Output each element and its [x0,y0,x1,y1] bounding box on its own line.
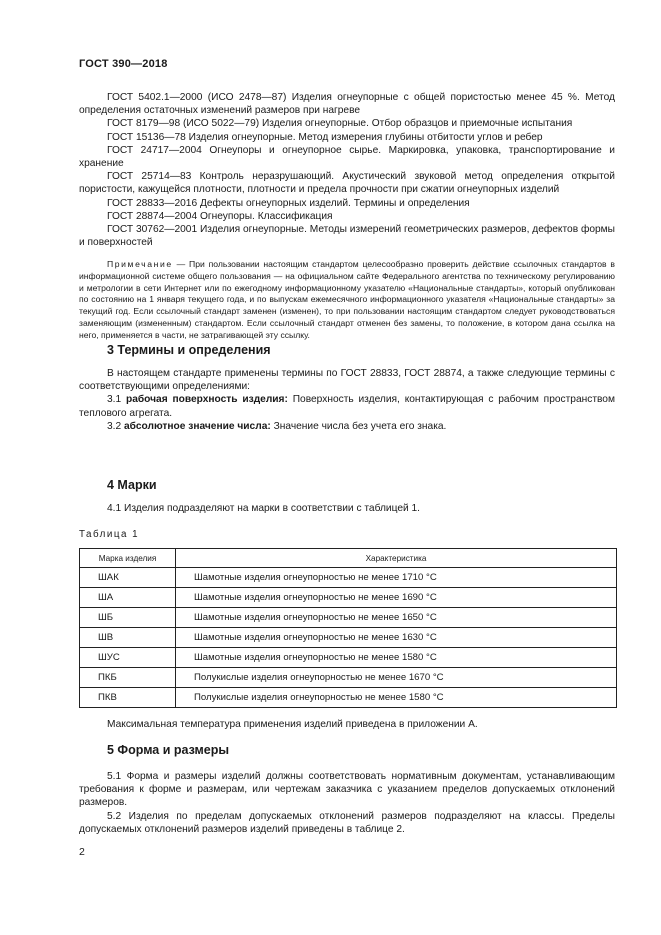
grades-table [79,548,617,708]
section-4-title: 4 Марки [107,478,157,492]
table-row: ПКБ Полукислые изделия огнеупорностью не менее 1670 °С [80,668,617,688]
paragraph-5-1: 5.1 Форма и размеры изделий должны соответствовать нормативным документам, устанавливающим требования к форме и размерам, или чертежам заказчика с указанием пределов допускаемых отклонений размеров. [79,771,615,809]
table-header-grade: Марка изделия [80,549,176,568]
term-name: абсолютное значение числа: [124,420,271,432]
table-caption: Таблица 1 [79,529,140,540]
table-row: ПКВ Полукислые изделия огнеупорностью не менее 1580 °С [80,688,617,708]
section-3-body [79,367,615,433]
reference-item: ГОСТ 28874—2004 Огнеупоры. Классификация [107,210,333,222]
document-header: ГОСТ 390—2018 [79,58,168,70]
reference-item: ГОСТ 5402.1—2000 (ИСО 2478—87) Изделия огнеупорные с общей пористостью менее 45 %. Метод определения остаточных изменений размеров при нагреве [79,92,615,117]
table-row: ШУС Шамотные изделия огнеупорностью не менее 1580 °С [80,648,617,668]
term-name: рабочая поверхность изделия: [125,394,288,406]
note-label: Примечание [107,259,173,269]
section-5-body [79,770,615,836]
page-number: 2 [79,846,85,858]
reference-item: ГОСТ 28833—2016 Дефекты огнеупорных изделий. Термины и определения [107,197,470,209]
table-row: ШВ Шамотные изделия огнеупорностью не менее 1630 °С [80,628,617,648]
note-text: — При пользовании настоящим стандартом целесообразно проверить действие ссылочных стандартов в информационной системе общего пользования — на официальном сайте Федерального агентства по техническому регулированию и метрологии в сети Интернет или по ежегодному информационному указателю «Национальные стандарты», который опубликован по состоянию на 1 января текущего года, и по выпускам ежемесячного информационного указателя «Национальные стандарты» за текущий год. Если ссылочный стандарт заменен (изменен), то при пользовании настоящим стандартом следует руководствоваться заменяющим (измененным) стандартом. Если ссылочный стандарт отменен без замены, то положение, в котором дана ссылка на него, применяется в части, не затрагивающей эту ссылку. [79,259,615,340]
term-def: Значение числа без учета его знака. [273,420,447,432]
table-row: ША Шамотные изделия огнеупорностью не менее 1690 °С [80,588,617,608]
section-5-title: 5 Форма и размеры [107,743,230,757]
after-table-text: Максимальная температура применения изделий приведена в приложении А. [107,719,478,730]
table-row: ШБ Шамотные изделия огнеупорностью не менее 1650 °С [80,608,617,628]
reference-item: ГОСТ 15136—78 Изделия огнеупорные. Метод измерения глубины отбитости углов и ребер [107,131,543,143]
term-definition: 3.2 абсолютное значение числа: Значение числа без учета его знака. [107,420,447,432]
paragraph-5-2: 5.2 Изделия по пределам допускаемых отклонений размеров подразделяют на классы. Пределы допускаемых отклонений размеров изделий приведены в таблице 2. [79,810,615,835]
table-header-characteristic: Характеристика [176,549,617,568]
table-row: ШАК Шамотные изделия огнеупорностью не менее 1710 °С [80,568,617,588]
term-definition: 3.1 рабочая поверхность изделия: Поверхность изделия, контактирующая с рабочим пространством теплового агрегата. [79,394,615,419]
reference-item: ГОСТ 24717—2004 Огнеупоры и огнеупорное сырье. Маркировка, упаковка, транспортирование и хранение [79,144,615,170]
term-def: Поверхность изделия, контактирующая с рабочим пространством теплового агрегата. [79,394,615,419]
section-4-body: 4.1 Изделия подразделяют на марки в соответствии с таблицей 1. [107,503,421,514]
normative-references [79,91,615,249]
note-block [79,259,615,342]
reference-item: ГОСТ 8179—98 (ИСО 5022—79) Изделия огнеупорные. Отбор образцов и приемочные испытания [107,118,573,130]
section-3-intro: В настоящем стандарте применены термины по ГОСТ 28833, ГОСТ 28874, а также следующие термины с соответствующими определениями: [79,368,615,393]
table-header-row [80,549,617,568]
reference-item: ГОСТ 25714—83 Контроль неразрушающий. Акустический звуковой метод определения открытой пористости, кажущейся плотности, плотности и предела прочности при сжатии огнеупорных изделий [79,171,615,196]
reference-item: ГОСТ 30762—2001 Изделия огнеупорные. Методы измерений геометрических размеров, дефектов формы и поверхностей [79,224,615,249]
section-3-title: 3 Термины и определения [107,343,271,357]
